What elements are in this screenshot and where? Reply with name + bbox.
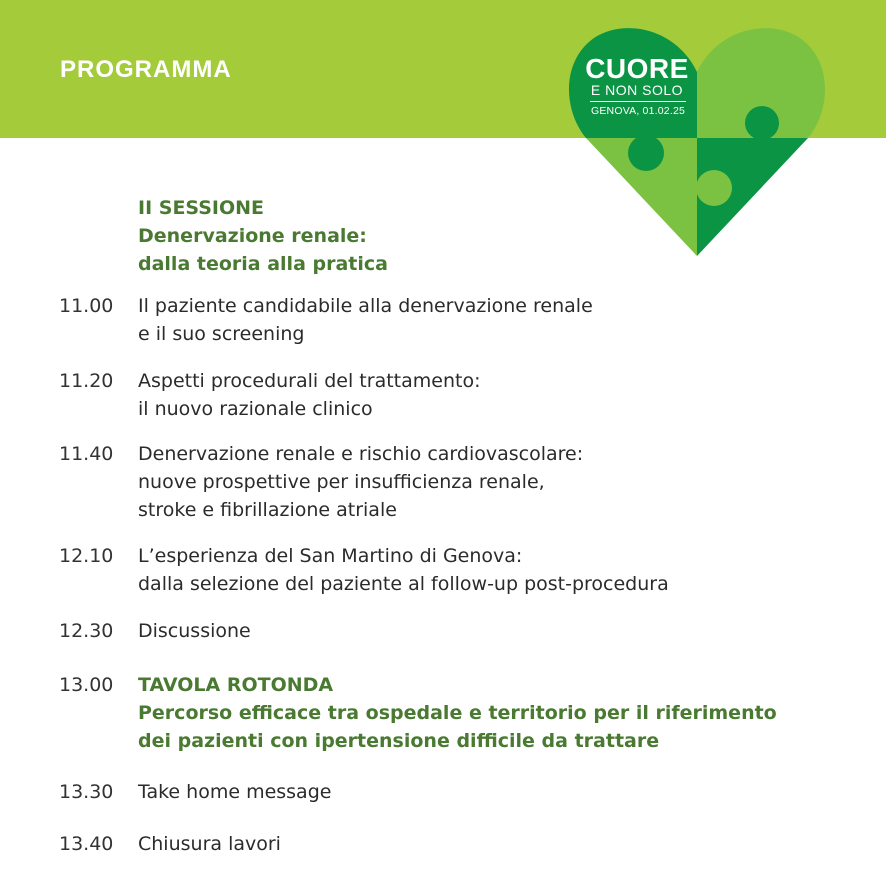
event-logo — [566, 20, 828, 258]
program-text-highlight: dei pazienti con ipertensione difficile da trattare — [138, 730, 660, 752]
program-text: nuove prospettive per insufficienza renale, — [138, 471, 545, 493]
program-text: Take home message — [138, 781, 332, 803]
program-time: 11.00 — [59, 295, 114, 317]
session-label: II SESSIONE — [138, 197, 265, 219]
program-time: 13.30 — [59, 781, 114, 803]
logo-date: GENOVA, 01.02.25 — [590, 105, 686, 117]
program-time: 13.00 — [59, 674, 114, 696]
program-text: stroke e fibrillazione atriale — [138, 499, 397, 521]
logo-divider — [590, 101, 686, 102]
session-title-line1: Denervazione renale: — [138, 225, 367, 247]
program-text: e il suo screening — [138, 323, 305, 345]
session-title-line2: dalla teoria alla pratica — [138, 253, 388, 275]
program-text: il nuovo razionale clinico — [138, 398, 373, 420]
page-title: PROGRAMMA — [60, 56, 232, 83]
session-heading — [138, 194, 388, 278]
program-time: 11.40 — [59, 443, 114, 465]
program-text: Discussione — [138, 620, 251, 642]
program-text: dalla selezione del paziente al follow-up post-procedura — [138, 573, 669, 595]
program-text-highlight: Percorso efficace tra ospedale e territorio per il riferimento — [138, 702, 777, 724]
program-text: Denervazione renale e rischio cardiovascolare: — [138, 443, 584, 465]
program-text: Aspetti procedurali del trattamento: — [138, 370, 481, 392]
program-text-highlight: TAVOLA ROTONDA — [138, 674, 334, 696]
program-time: 12.10 — [59, 545, 114, 567]
program-text: L’esperienza del San Martino di Genova: — [138, 545, 523, 567]
program-time: 13.40 — [59, 833, 114, 855]
program-time: 11.20 — [59, 370, 114, 392]
program-text: Il paziente candidabile alla denervazione renale — [138, 295, 593, 317]
program-time: 12.30 — [59, 620, 114, 642]
logo-subtitle: E NON SOLO — [590, 82, 684, 98]
program-text: Chiusura lavori — [138, 833, 281, 855]
logo-title: CUORE — [585, 53, 689, 84]
